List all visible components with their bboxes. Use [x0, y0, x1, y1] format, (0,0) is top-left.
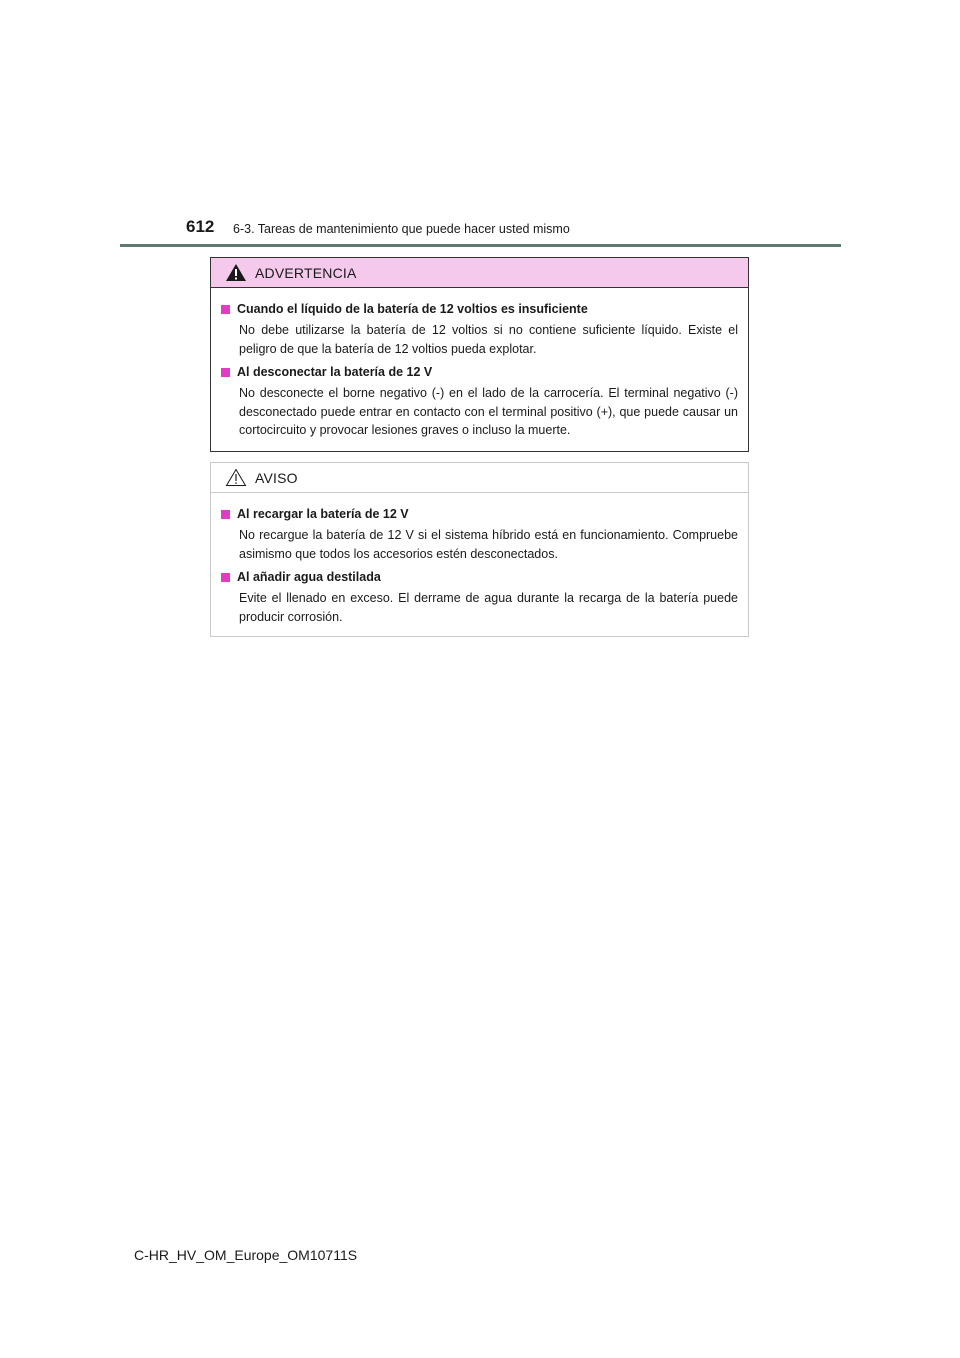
- notice-item-text: Evite el llenado en exceso. El derrame de agua durante la recarga de la batería puede producir corrosión.: [239, 591, 738, 624]
- notice-item-text: No recargue la batería de 12 V si el sistema híbrido está en funcionamiento. Compruebe asimismo que todos los accesorios estén desconectados.: [239, 528, 738, 561]
- notice-item-heading-text: Al añadir agua destilada: [237, 570, 381, 584]
- notice-box-body: [211, 493, 748, 626]
- warning-item-heading: [221, 300, 738, 318]
- warning-box: [210, 257, 749, 452]
- header-divider: [120, 244, 841, 247]
- notice-box-header: [211, 463, 748, 493]
- warning-item-heading-text: Al desconectar la batería de 12 V: [237, 365, 433, 379]
- warning-box-body: [211, 288, 748, 440]
- caution-triangle-outline-icon: [225, 468, 247, 487]
- notice-item-heading: [221, 505, 738, 523]
- document-code: C-HR_HV_OM_Europe_OM10711S: [134, 1247, 358, 1263]
- notice-box-title: AVISO: [255, 469, 298, 486]
- warning-box-header: [211, 258, 748, 288]
- notice-item-heading-text: Al recargar la batería de 12 V: [237, 507, 409, 521]
- notice-box: [210, 462, 749, 637]
- square-bullet-icon: [221, 573, 230, 582]
- square-bullet-icon: [221, 510, 230, 519]
- warning-item: [221, 300, 738, 358]
- notice-item: [221, 568, 738, 626]
- notice-item: [221, 505, 738, 563]
- warning-item: [221, 363, 738, 440]
- warning-item-heading-text: Cuando el líquido de la batería de 12 voltios es insuficiente: [237, 302, 588, 316]
- warning-triangle-filled-icon: [225, 263, 247, 282]
- warning-item-heading: [221, 363, 738, 381]
- warning-item-text: No desconecte el borne negativo (-) en el lado de la carrocería. El terminal negativo (-) desconectado puede entrar en contacto con el terminal positivo (+), que puede causar un cortocircuito y provocar lesiones graves o incluso la muerte.: [239, 386, 738, 437]
- warning-item-text: No debe utilizarse la batería de 12 voltios si no contiene suficiente líquido. Existe el peligro de que la batería de 12 voltios pueda explotar.: [239, 323, 738, 356]
- square-bullet-icon: [221, 305, 230, 314]
- square-bullet-icon: [221, 368, 230, 377]
- notice-item-heading: [221, 568, 738, 586]
- page-number: 612: [186, 217, 215, 236]
- warning-box-title: ADVERTENCIA: [255, 264, 357, 281]
- section-title: 6-3. Tareas de mantenimiento que puede hacer usted mismo: [233, 222, 570, 236]
